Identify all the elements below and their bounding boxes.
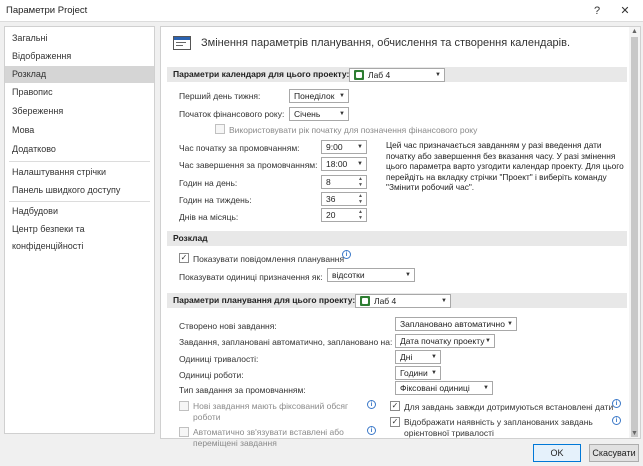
fy-start-value: Січень (294, 109, 321, 119)
show-messages-checkbox[interactable]: ✓ (180, 253, 188, 262)
hours-day-stepper[interactable] (321, 175, 367, 189)
sidebar-item-display[interactable]: Відображення (12, 51, 72, 61)
planning-project-select[interactable] (355, 294, 451, 308)
schedule-settings-icon (173, 36, 191, 50)
default-start-value: 9:00 (326, 142, 343, 152)
default-end-value: 18:00 (326, 159, 348, 169)
calendar-section-label: Параметри календаря для цього проекту: (173, 69, 350, 79)
chevron-down-icon: ▼ (339, 93, 345, 99)
sidebar-item-advanced[interactable]: Додатково (12, 144, 56, 154)
sidebar-item-general[interactable]: Загальні (12, 33, 48, 43)
chevron-down-icon: ▼ (435, 72, 441, 78)
spin-up-icon[interactable]: ▲ (358, 209, 363, 215)
autolink-label: Автоматично зв'язувати вставлені або переміщені завдання (193, 427, 344, 448)
chevron-down-icon: ▼ (507, 321, 513, 327)
spin-down-icon[interactable]: ▼ (358, 215, 363, 221)
estimated-duration-checkbox[interactable]: ✓ (391, 417, 399, 426)
honor-constraints-label: Для завдань завжди дотримуються встановлені дати (404, 402, 614, 412)
info-icon[interactable]: i (367, 426, 376, 435)
scrollbar-thumb[interactable] (631, 37, 638, 437)
info-icon[interactable]: i (612, 399, 621, 408)
chevron-down-icon: ▼ (441, 298, 447, 304)
fy-start-label: Початок фінансового року: (179, 109, 285, 119)
work-units-select[interactable] (395, 366, 441, 380)
auto-tasks-label: Завдання, заплановані автоматично, заплановано на: (179, 337, 393, 347)
auto-tasks-select[interactable] (395, 334, 495, 348)
help-button[interactable]: ? (593, 5, 601, 17)
sidebar-item-language[interactable]: Мова (12, 125, 35, 135)
info-icon[interactable]: i (367, 400, 376, 409)
chevron-down-icon: ▼ (431, 354, 437, 360)
spin-down-icon[interactable]: ▼ (358, 182, 363, 188)
content-panel (160, 26, 630, 448)
sidebar-item-quick-access[interactable]: Панель швидкого доступу (12, 185, 121, 195)
chevron-down-icon: ▼ (339, 111, 345, 117)
default-start-select[interactable] (321, 140, 367, 154)
hours-day-value: 8 (326, 177, 331, 187)
sidebar (4, 26, 155, 434)
duration-units-label: Одиниці тривалості: (179, 354, 259, 364)
duration-units-select[interactable] (395, 350, 441, 364)
calendar-project-select[interactable] (349, 68, 445, 82)
default-end-label: Час завершення за промовчанням: (179, 160, 318, 170)
units-value: відсотки (332, 270, 365, 280)
days-month-value: 20 (326, 210, 336, 220)
content-scrollbar[interactable] (629, 26, 641, 439)
project-file-icon (354, 70, 364, 80)
work-units-value: Години (400, 368, 428, 378)
chevron-down-icon: ▼ (485, 338, 491, 344)
days-month-label: Днів на місяць: (179, 212, 239, 222)
fixed-work-checkbox[interactable] (179, 401, 189, 411)
planning-project-value: Лаб 4 (374, 296, 397, 306)
page-title: Змінення параметрів планування, обчислення та створення календарів. (201, 37, 571, 49)
autolink-checkbox[interactable] (179, 427, 189, 437)
schedule-section-header (167, 231, 627, 246)
schedule-section-label: Розклад (173, 233, 208, 243)
use-start-year-label: Використовувати рік початку для позначення фінансового року (229, 125, 478, 135)
scroll-down-icon[interactable]: ▼ (631, 430, 638, 437)
honor-constraints-checkbox[interactable]: ✓ (391, 401, 399, 410)
hours-week-value: 36 (326, 194, 336, 204)
calendar-note: Цей час призначається завданням у разі введення дати початку або завершення без вказання часу. У разі змінення цього параметра варто узгодити календар проекту. Для цього перейдіть на вкладку стрічки "Проект" і виберіть команду "Змінити робочий час". (386, 140, 624, 192)
sidebar-divider (9, 161, 150, 162)
sidebar-divider (9, 201, 150, 202)
hours-week-stepper[interactable] (321, 192, 367, 206)
task-type-label: Тип завдання за промовчанням: (179, 385, 306, 395)
fixed-work-label: Нові завдання мають фіксований обсяг роботи (193, 401, 349, 422)
week-start-select[interactable] (289, 89, 349, 103)
title-bar (0, 0, 643, 22)
spin-up-icon[interactable]: ▲ (358, 193, 363, 199)
units-select[interactable] (327, 268, 415, 282)
chevron-down-icon: ▼ (357, 161, 363, 167)
chevron-down-icon: ▼ (431, 370, 437, 376)
sidebar-item-customize-ribbon[interactable]: Налаштування стрічки (12, 167, 106, 177)
use-start-year-checkbox[interactable] (215, 124, 225, 134)
window-title: Параметри Project (6, 5, 88, 16)
close-button[interactable]: ✕ (620, 5, 630, 17)
task-type-value: Фіксовані одиниці (400, 383, 470, 393)
project-file-icon (360, 296, 370, 306)
ok-button[interactable]: OK (533, 444, 581, 462)
task-type-select[interactable] (395, 381, 493, 395)
default-start-label: Час початку за промовчанням: (179, 143, 300, 153)
hours-week-label: Годин на тиждень: (179, 195, 252, 205)
estimated-duration-label: Відображати наявність у запланованих завдань орієнтовної тривалості (404, 417, 593, 438)
chevron-down-icon: ▼ (405, 272, 411, 278)
sidebar-item-save[interactable]: Збереження (12, 106, 64, 116)
sidebar-item-addins[interactable]: Надбудови (12, 206, 58, 216)
sidebar-item-proofing[interactable]: Правопис (12, 87, 53, 97)
duration-units-value: Дні (400, 352, 413, 362)
info-icon[interactable]: i (342, 250, 351, 259)
week-start-value: Понеділок (294, 91, 335, 101)
new-tasks-value: Заплановано автоматично (400, 319, 505, 329)
chevron-down-icon: ▼ (483, 385, 489, 391)
fy-start-select[interactable] (289, 107, 349, 121)
auto-tasks-value: Дата початку проекту (400, 336, 485, 346)
default-end-select[interactable] (321, 157, 367, 171)
scroll-up-icon[interactable]: ▲ (631, 28, 638, 35)
sidebar-item-schedule[interactable]: Розклад (5, 66, 154, 83)
cancel-button[interactable]: Скасувати (589, 444, 639, 462)
planning-section-label: Параметри планування для цього проекту: (173, 295, 356, 305)
units-label: Показувати одиниці призначення як: (179, 272, 323, 282)
spin-up-icon[interactable]: ▲ (358, 176, 363, 182)
new-tasks-select[interactable] (395, 317, 517, 331)
new-tasks-label: Створено нові завдання: (179, 321, 277, 331)
chevron-down-icon: ▼ (357, 144, 363, 150)
show-messages-label: Показувати повідомлення планування (193, 254, 345, 264)
hours-day-label: Годин на день: (179, 178, 238, 188)
days-month-stepper[interactable] (321, 208, 367, 222)
work-units-label: Одиниці роботи: (179, 370, 244, 380)
spin-down-icon[interactable]: ▼ (358, 199, 363, 205)
sidebar-item-trust-center[interactable]: Центр безпеки та конфіденційності (12, 224, 85, 251)
calendar-project-value: Лаб 4 (368, 70, 391, 80)
info-icon[interactable]: i (612, 416, 621, 425)
week-start-label: Перший день тижня: (179, 91, 261, 101)
